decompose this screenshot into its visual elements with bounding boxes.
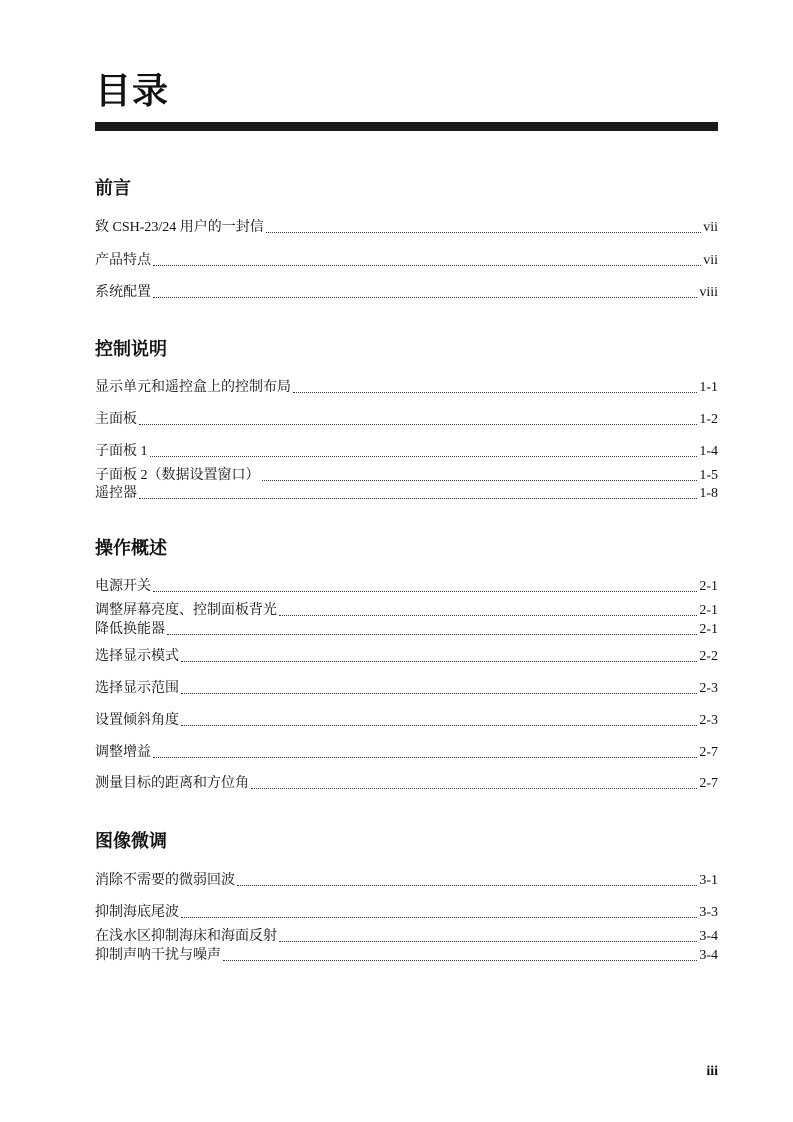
- toc-entry-label: 主面板: [95, 412, 137, 427]
- dot-leader: [181, 660, 697, 662]
- dot-leader: [237, 884, 697, 886]
- title-divider: [95, 122, 718, 131]
- toc-entry-page: 1-2: [699, 412, 718, 427]
- dot-leader: [139, 497, 697, 499]
- dot-leader: [181, 916, 697, 918]
- section-heading: 控制说明: [95, 339, 167, 359]
- dot-leader: [150, 455, 698, 457]
- dot-leader: [293, 391, 697, 393]
- toc-entry: [95, 904, 718, 922]
- toc-entry-page: 2-7: [699, 776, 718, 791]
- toc-entry: [95, 443, 718, 461]
- toc-entry: [95, 621, 718, 639]
- section-heading: 图像微调: [95, 831, 167, 851]
- toc-entry-label: 致 CSH-23/24 用户的一封信: [95, 220, 264, 235]
- toc-entry: [95, 680, 718, 698]
- toc-entry-page: 2-1: [699, 579, 718, 594]
- toc-entry-page: 1-8: [699, 486, 718, 501]
- toc-entry: [95, 872, 718, 890]
- toc-entry-page: 2-1: [699, 622, 718, 637]
- toc-entry-label: 子面板 1: [95, 444, 148, 459]
- toc-entry-page: vii: [703, 253, 718, 268]
- toc-entry: [95, 379, 718, 397]
- toc-entry-page: 1-4: [699, 444, 718, 459]
- toc-entry-label: 在浅水区抑制海床和海面反射: [95, 929, 277, 944]
- toc-entry-page: 2-7: [699, 745, 718, 760]
- toc-entry-label: 抑制声呐干扰与噪声: [95, 948, 221, 963]
- toc-entry: [95, 485, 718, 503]
- toc-entry-page: 2-2: [699, 649, 718, 664]
- dot-leader: [251, 787, 697, 789]
- toc-entry-label: 系统配置: [95, 285, 151, 300]
- dot-leader: [139, 423, 697, 425]
- toc-entry: [95, 712, 718, 730]
- toc-entry-label: 调整增益: [95, 745, 151, 760]
- toc-entry-label: 遥控器: [95, 486, 137, 501]
- dot-leader: [279, 940, 697, 942]
- toc-entry: [95, 252, 718, 270]
- toc-entry: [95, 928, 718, 946]
- toc-entry-label: 抑制海底尾波: [95, 905, 179, 920]
- dot-leader: [181, 724, 697, 726]
- section-heading: 前言: [95, 178, 131, 198]
- toc-entry-label: 降低换能器: [95, 622, 165, 637]
- dot-leader: [153, 264, 701, 266]
- dot-leader: [153, 296, 697, 298]
- toc-entry: [95, 602, 718, 620]
- toc-entry-label: 显示单元和遥控盒上的控制布局: [95, 380, 291, 395]
- toc-entry-page: 2-3: [699, 713, 718, 728]
- dot-leader: [279, 614, 697, 616]
- toc-entry-page: 3-3: [699, 905, 718, 920]
- dot-leader: [223, 959, 697, 961]
- toc-entry-page: 1-1: [699, 380, 718, 395]
- dot-leader: [181, 692, 697, 694]
- toc-entry-page: 3-4: [699, 948, 718, 963]
- dot-leader: [167, 633, 697, 635]
- toc-entry-page: 2-3: [699, 681, 718, 696]
- toc-entry-page: vii: [703, 220, 718, 235]
- toc-entry: [95, 219, 718, 237]
- toc-entry-label: 电源开关: [95, 579, 151, 594]
- toc-entry: [95, 411, 718, 429]
- page-title: 目录: [95, 70, 170, 111]
- toc-entry-label: 设置倾斜角度: [95, 713, 179, 728]
- dot-leader: [266, 231, 701, 233]
- page-number: iii: [706, 1064, 718, 1079]
- toc-entry-page: 3-4: [699, 929, 718, 944]
- dot-leader: [153, 590, 697, 592]
- toc-entry-page: 2-1: [699, 603, 718, 618]
- toc-entry: [95, 648, 718, 666]
- section-heading: 操作概述: [95, 538, 167, 558]
- toc-entry-label: 调整屏幕亮度、控制面板背光: [95, 603, 277, 618]
- toc-entry-label: 消除不需要的微弱回波: [95, 873, 235, 888]
- toc-entry-label: 子面板 2（数据设置窗口）: [95, 468, 260, 483]
- toc-entry: [95, 467, 718, 485]
- toc-entry: [95, 284, 718, 302]
- toc-entry: [95, 947, 718, 965]
- toc-entry-label: 选择显示范围: [95, 681, 179, 696]
- toc-entry: [95, 775, 718, 793]
- toc-entry-page: 3-1: [699, 873, 718, 888]
- toc-entry-label: 产品特点: [95, 253, 151, 268]
- toc-entry-label: 测量目标的距离和方位角: [95, 776, 249, 791]
- toc-entry: [95, 744, 718, 762]
- dot-leader: [262, 479, 698, 481]
- toc-entry-label: 选择显示模式: [95, 649, 179, 664]
- toc-entry: [95, 578, 718, 596]
- toc-entry-page: viii: [699, 285, 718, 300]
- toc-entry-page: 1-5: [699, 468, 718, 483]
- dot-leader: [153, 756, 697, 758]
